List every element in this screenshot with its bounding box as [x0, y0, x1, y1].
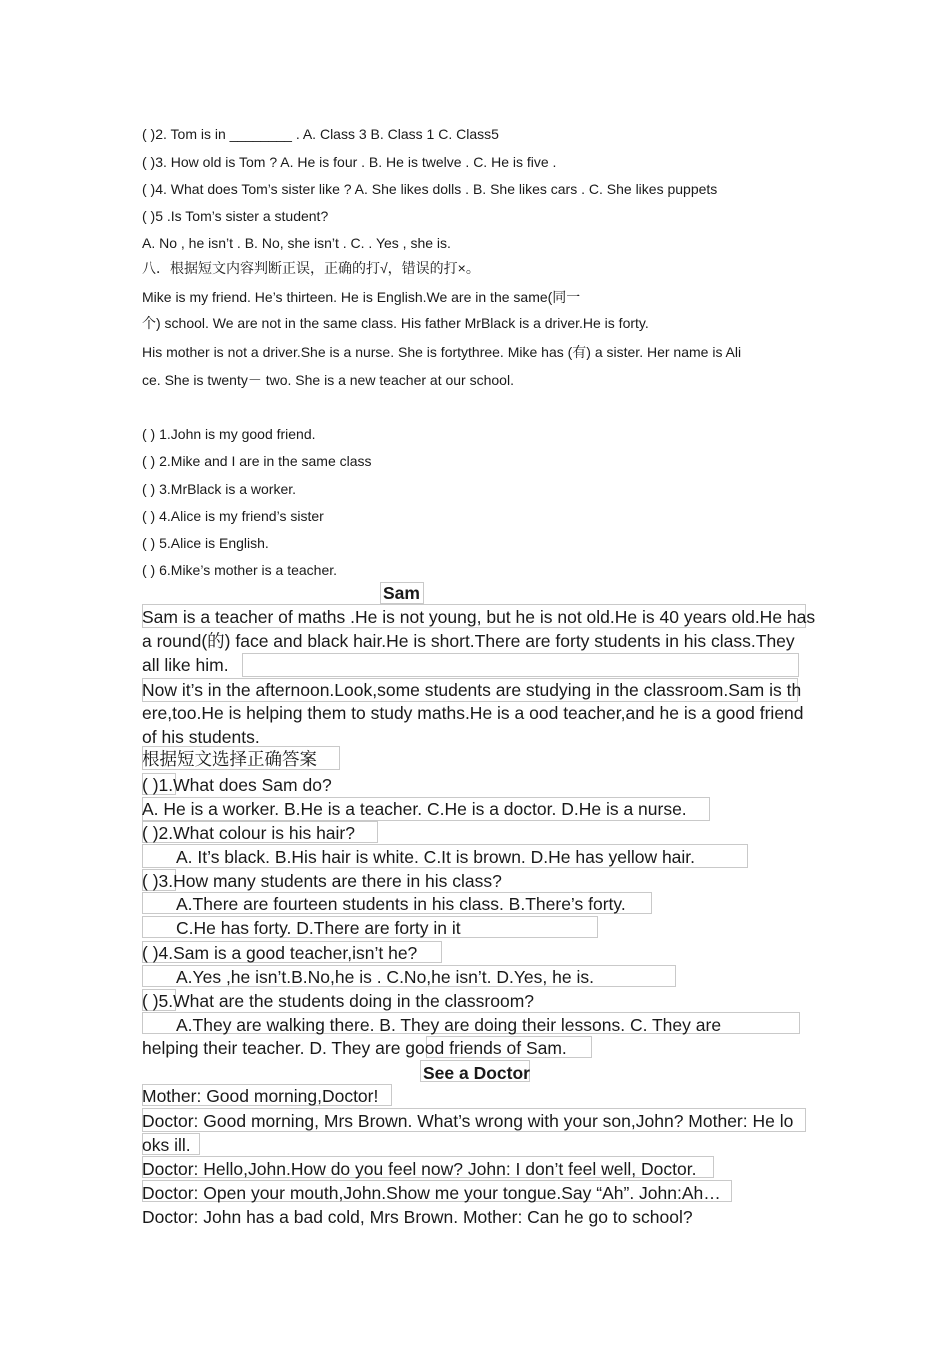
passage-line: ce. She is twenty－ two. She is a new teacher at our school.	[142, 372, 514, 388]
passage-title-sam: Sam	[383, 583, 420, 603]
passage-line: Now it’s in the afternoon.Look,some students are studying in the classroom.Sam is th	[142, 680, 802, 700]
options-line: C.He has forty. D.There are forty in it	[176, 918, 461, 938]
statement-item: ( ) 6.Mike’s mother is a teacher.	[142, 562, 338, 578]
question-2: ( )2. Tom is in ________ . A. Class 3 B. Class 1 C. Class5	[142, 126, 499, 142]
passage-line: 个) school. We are not in the same class. His father MrBlack is a driver.He is forty.	[142, 315, 649, 331]
dialogue-line: Doctor: Open your mouth,John.Show me your tongue.Say “Ah”. John:Ah…	[142, 1183, 721, 1203]
instruction-choose-answer: 根据短文选择正确答案	[142, 749, 317, 769]
passage-line: of his students.	[142, 727, 260, 747]
statement-item: ( ) 3.MrBlack is a worker.	[142, 481, 297, 497]
question-line: ( )5.What are the students doing in the classroom?	[142, 991, 535, 1011]
statement-item: ( ) 5.Alice is English.	[142, 535, 269, 551]
dialogue-line: Doctor: John has a bad cold, Mrs Brown. Mother: Can he go to school?	[142, 1207, 693, 1227]
dialogue-title: See a Doctor	[423, 1063, 530, 1083]
question-5-options: A. No , he isn’t . B. No, she isn’t . C. . Yes , she is.	[142, 235, 451, 251]
dialogue-line: oks ill.	[142, 1135, 191, 1155]
question-line: ( )3.How many students are there in his class?	[142, 871, 502, 891]
section-heading-true-false: 八．根据短文内容判断正误，正确的打√，错误的打×。	[142, 260, 480, 276]
text-box-outline	[242, 653, 799, 677]
question-4: ( )4. What does Tom’s sister like ? A. She likes dolls . B. She likes cars . C. She likes puppets	[142, 181, 718, 197]
dialogue-line: Doctor: Hello,John.How do you feel now? John: I don’t feel well, Doctor.	[142, 1159, 697, 1179]
question-line: ( )2.What colour is his hair?	[142, 823, 355, 843]
question-5: ( )5 .Is Tom’s sister a student?	[142, 208, 329, 224]
statement-item: ( ) 4.Alice is my friend’s sister	[142, 508, 324, 524]
options-line: A.There are fourteen students in his class. B.There’s forty.	[176, 894, 626, 914]
passage-line: all like him.	[142, 655, 229, 675]
options-line: A. He is a worker. B.He is a teacher. C.He is a doctor. D.He is a nurse.	[142, 799, 687, 819]
question-line: ( )1.What does Sam do?	[142, 775, 332, 795]
passage-line: Mike is my friend. He’s thirteen. He is English.We are in the same(同一	[142, 289, 581, 305]
options-line: A.They are walking there. B. They are doing their lessons. C. They are	[176, 1015, 722, 1035]
passage-line: His mother is not a driver.She is a nurse. She is fortythree. Mike has (有) a sister. Her name is Ali	[142, 344, 742, 360]
statement-item: ( ) 2.Mike and I are in the same class	[142, 453, 372, 469]
options-line: A.Yes ,he isn’t.B.No,he is . C.No,he isn’t. D.Yes, he is.	[176, 967, 594, 987]
passage-line: Sam is a teacher of maths .He is not young, but he is not old.He is 40 years old.He has	[142, 607, 816, 627]
options-line: helping their teacher. D. They are good friends of Sam.	[142, 1038, 567, 1058]
statement-item: ( ) 1.John is my good friend.	[142, 426, 316, 442]
question-line: ( )4.Sam is a good teacher,isn’t he?	[142, 943, 418, 963]
passage-line: ere,too.He is helping them to study maths.He is a ood teacher,and he is a good friend	[142, 703, 804, 723]
options-line: A. It’s black. B.His hair is white. C.It is brown. D.He has yellow hair.	[176, 847, 696, 867]
question-3: ( )3. How old is Tom ? A. He is four . B. He is twelve . C. He is five .	[142, 154, 557, 170]
dialogue-line: Mother: Good morning,Doctor!	[142, 1086, 379, 1106]
dialogue-line: Doctor: Good morning, Mrs Brown. What’s wrong with your son,John? Mother: He lo	[142, 1111, 794, 1131]
passage-line: a round(的) face and black hair.He is short.There are forty students in his class.They	[142, 631, 795, 651]
